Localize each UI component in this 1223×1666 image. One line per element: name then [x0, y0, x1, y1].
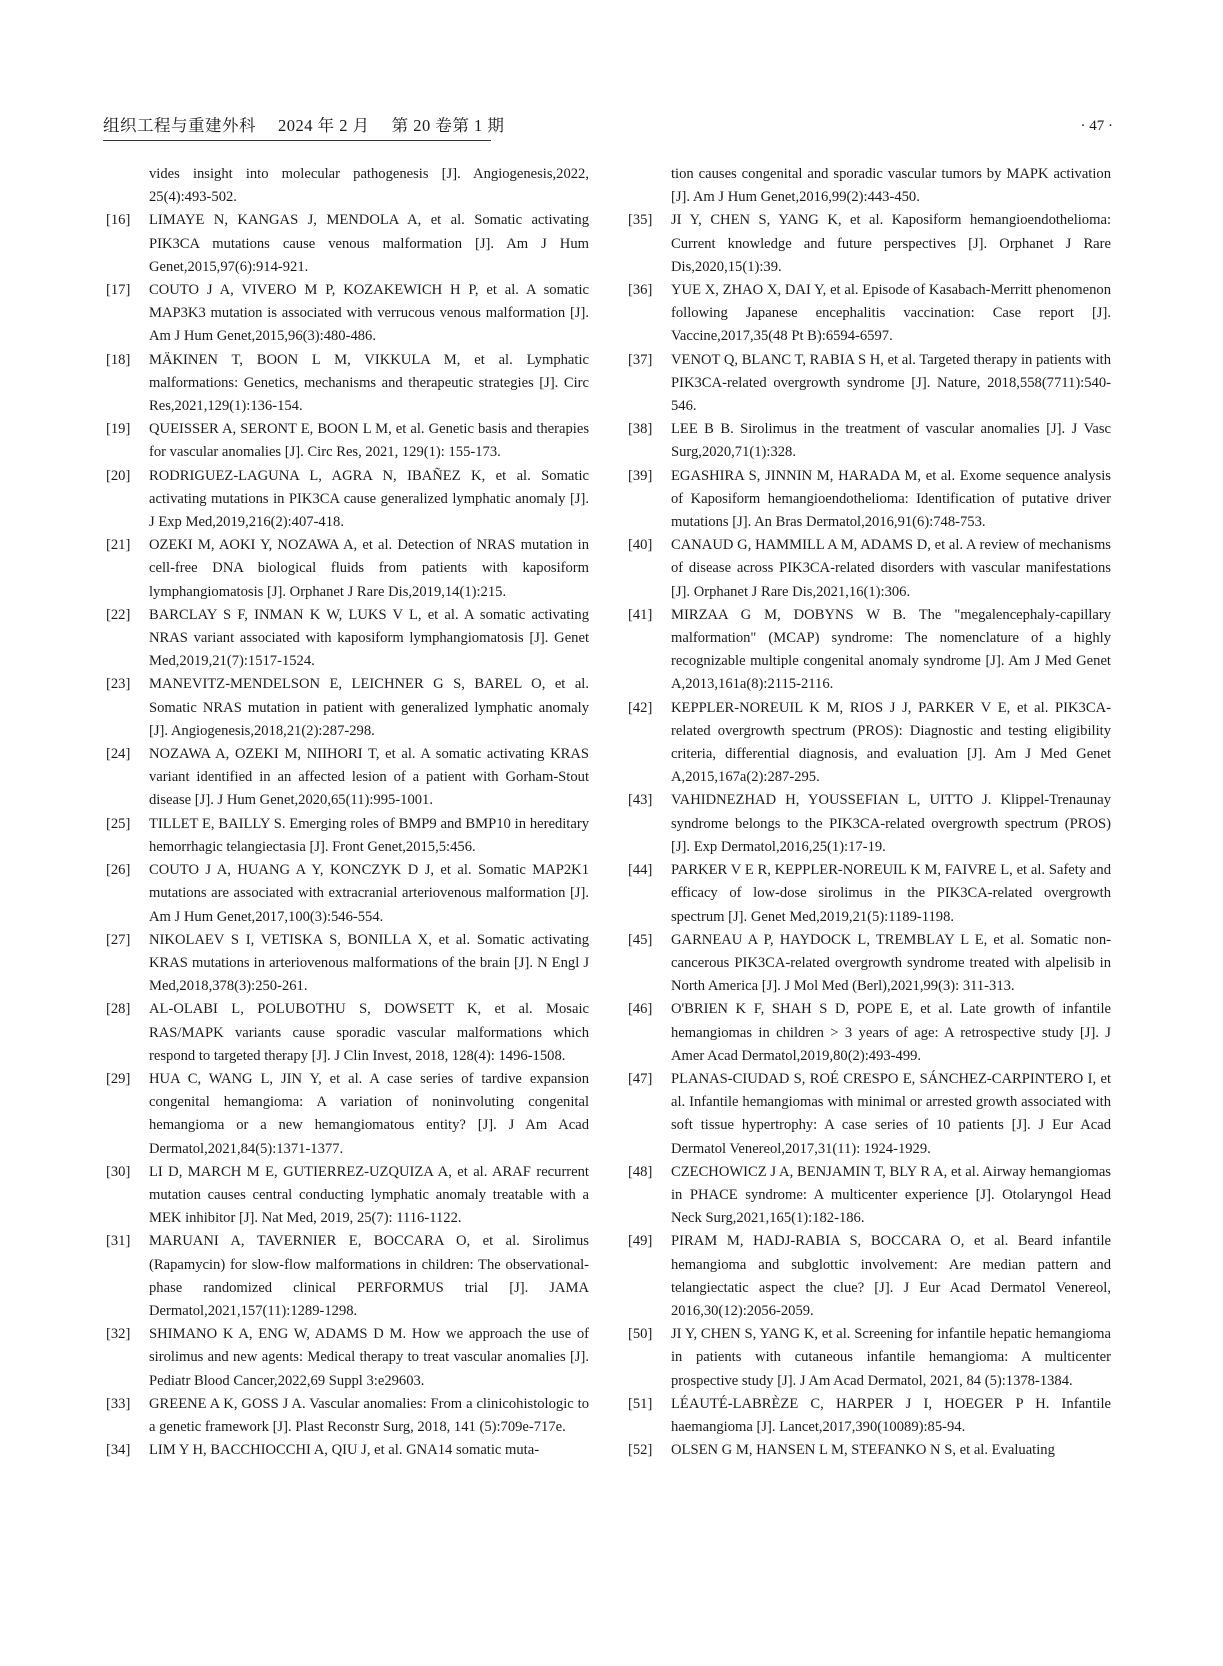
reference-entry [628, 998, 1111, 1068]
journal-info [103, 112, 526, 136]
reference-entry [106, 209, 589, 279]
reference-number: [47] [628, 1070, 653, 1087]
reference-text: VENOT Q, BLANC T, RABIA S H, et al. Targeted therapy in patients with PIK3CA-related overgrowth syndrome [J]. Nature, 2018,558(7711):540-546. [671, 351, 1111, 415]
reference-entry [628, 1161, 1111, 1231]
reference-number: [23] [106, 676, 131, 693]
reference-entry [106, 929, 589, 999]
reference-entry [628, 1068, 1111, 1161]
reference-number: [40] [628, 537, 653, 554]
reference-number: [33] [106, 1395, 131, 1412]
running-header [103, 112, 1113, 136]
reference-entry [106, 743, 589, 813]
reference-text: TILLET E, BAILLY S. Emerging roles of BMP9 and BMP10 in hereditary hemorrhagic telangiectasia [J]. Front Genet,2015,5:456. [149, 815, 589, 855]
reference-entry [628, 697, 1111, 790]
reference-entry [106, 1161, 589, 1231]
reference-number: [18] [106, 351, 131, 368]
reference-text: LIMAYE N, KANGAS J, MENDOLA A, et al. Somatic activating PIK3CA mutations cause venous malformation [J]. Am J Hum Genet,2015,97(6):914-921. [149, 212, 589, 275]
reference-text: LÉAUTÉ-LABRÈZE C, HARPER J I, HOEGER P H. Infantile haemangioma [J]. Lancet,2017,390(10089):85-94. [671, 1395, 1111, 1435]
reference-text: AL-OLABI L, POLUBOTHU S, DOWSETT K, et al. Mosaic RAS/MAPK variants cause sporadic vascular malformations which respond to targeted therapy [J]. J Clin Invest, 2018, 128(4): 1496-1508. [149, 1001, 589, 1064]
reference-entry [106, 349, 589, 419]
reference-text: LEE B B. Sirolimus in the treatment of vascular anomalies [J]. J Vasc Surg,2020,71(1):328. [671, 421, 1111, 461]
reference-text: QUEISSER A, SERONT E, BOON L M, et al. Genetic basis and therapies for vascular anomalies [J]. Circ Res, 2021, 129(1): 155-173. [149, 421, 589, 461]
reference-number: [52] [628, 1442, 653, 1459]
reference-entry [628, 1393, 1111, 1439]
reference-entry [628, 534, 1111, 604]
reference-entry [628, 1323, 1111, 1393]
reference-entry [106, 813, 589, 859]
reference-text: vides insight into molecular pathogenesis [J]. Angiogenesis,2022, 25(4):493-502. [149, 166, 589, 206]
reference-number: [49] [628, 1233, 653, 1250]
reference-number: [31] [106, 1233, 131, 1250]
reference-text: COUTO J A, HUANG A Y, KONCZYK D J, et al. Somatic MAP2K1 mutations are associated with extracranial arteriovenous malformation [J]. Am J Hum Genet,2017,100(3):546-554. [149, 862, 589, 925]
reference-number: [35] [628, 212, 653, 229]
reference-text: OZEKI M, AOKI Y, NOZAWA A, et al. Detection of NRAS mutation in cell-free DNA biological fluids from patients with kaposiform lymphangiomatosis [J]. Orphanet J Rare Dis,2019,14(1):215. [149, 537, 589, 600]
reference-text: COUTO J A, VIVERO M P, KOZAKEWICH H P, et al. A somatic MAP3K3 mutation is associated with verrucous venous malformation [J]. Am J Hum Genet,2015,96(3):480-486. [149, 282, 589, 345]
reference-text: JI Y, CHEN S, YANG K, et al. Kaposiform hemangioendothelioma: Current knowledge and future perspectives [J]. Orphanet J Rare Dis,2020,15(1):39. [671, 212, 1111, 275]
reference-entry [106, 534, 589, 604]
reference-text: GREENE A K, GOSS J A. Vascular anomalies: From a clinicohistologic to a genetic framework [J]. Plast Reconstr Surg, 2018, 141 (5):709e-717e. [149, 1395, 589, 1435]
reference-number: [22] [106, 606, 131, 623]
reference-number: [26] [106, 862, 131, 879]
reference-text: RODRIGUEZ-LAGUNA L, AGRA N, IBAÑEZ K, et al. Somatic activating mutations in PIK3CA cause generalized lymphatic anomaly [J]. J Exp Med,2019,216(2):407-418. [149, 467, 589, 531]
reference-number: [19] [106, 421, 131, 438]
reference-entry [106, 1393, 589, 1439]
reference-number: [30] [106, 1163, 131, 1180]
reference-number: [34] [106, 1442, 131, 1459]
reference-entry [106, 604, 589, 674]
reference-entry [628, 859, 1111, 929]
reference-number: [24] [106, 746, 131, 763]
reference-text: CZECHOWICZ J A, BENJAMIN T, BLY R A, et al. Airway hemangiomas in PHACE syndrome: A multicenter experience [J]. Otolaryngol Head Neck Surg,2021,165(1):182-186. [671, 1163, 1111, 1227]
reference-number: [27] [106, 931, 131, 948]
reference-number: [42] [628, 699, 653, 716]
reference-text: tion causes congenital and sporadic vascular tumors by MAPK activation [J]. Am J Hum Genet,2016,99(2):443-450. [671, 166, 1111, 206]
reference-text: CANAUD G, HAMMILL A M, ADAMS D, et al. A review of mechanisms of disease across PIK3CA-related disorders with vascular manifestations [J]. Orphanet J Rare Dis,2021,16(1):306. [671, 537, 1111, 600]
reference-text: MIRZAA G M, DOBYNS W B. The "megalencephaly-capillary malformation" (MCAP) syndrome: The nomenclature of a highly recognizable multiple congenital anomaly syndrome [J]. Am J Med Genet A,2013,161a(8):2115-2116. [671, 606, 1111, 693]
reference-text: LI D, MARCH M E, GUTIERREZ-UZQUIZA A, et al. ARAF recurrent mutation causes central conducting lymphatic anomaly treatable with a MEK inhibitor [J]. Nat Med, 2019, 25(7): 1116-1122. [149, 1163, 589, 1227]
reference-text: PARKER V E R, KEPPLER-NOREUIL K M, FAIVRE L, et al. Safety and efficacy of low-dose sirolimus in the PIK3CA-related overgrowth spectrum [J]. Genet Med,2019,21(5):1189-1198. [671, 862, 1111, 925]
reference-text: NIKOLAEV S I, VETISKA S, BONILLA X, et al. Somatic activating KRAS mutations in arteriovenous malformations of the brain [J]. N Engl J Med,2018,378(3):250-261. [149, 931, 589, 995]
reference-number: [44] [628, 862, 653, 879]
reference-number: [43] [628, 792, 653, 809]
reference-entry [628, 349, 1111, 419]
reference-entry [106, 418, 589, 464]
reference-text: JI Y, CHEN S, YANG K, et al. Screening for infantile hepatic hemangioma in patients with cutaneous infantile hemangioma: A multicenter prospective study [J]. J Am Acad Dermatol, 2021, 84 (5):1378-1384. [671, 1326, 1111, 1389]
reference-number: [29] [106, 1070, 131, 1087]
reference-number: [50] [628, 1326, 653, 1343]
reference-text: YUE X, ZHAO X, DAI Y, et al. Episode of Kasabach-Merritt phenomenon following Japanese encephalitis vaccination: Case report [J]. Vaccine,2017,35(48 Pt B):6594-6597. [671, 282, 1111, 345]
reference-text: NOZAWA A, OZEKI M, NIIHORI T, et al. A somatic activating KRAS variant identified in an affected lesion of a patient with Gorham-Stout disease [J]. J Hum Genet,2020,65(11):995-1001. [149, 746, 589, 809]
reference-entry [106, 859, 589, 929]
reference-text: O'BRIEN K F, SHAH S D, POPE E, et al. Late growth of infantile hemangiomas in children > 3 years of age: A retrospective study [J]. J Amer Acad Dermatol,2019,80(2):493-499. [671, 1001, 1111, 1064]
volume-issue: 第 20 卷第 1 期 [391, 116, 505, 135]
reference-number: [28] [106, 1001, 131, 1018]
reference-column-right [628, 163, 1111, 1462]
reference-text: HUA C, WANG L, JIN Y, et al. A case series of tardive expansion congenital hemangioma: A variation of noninvoluting congenital hemangioma or a new hemangiomatous entity? [J]. J Am Acad Dermatol,2021,84(5):1371-1377. [149, 1070, 589, 1157]
reference-entry [106, 1439, 589, 1462]
reference-entry [628, 163, 1111, 209]
reference-entry [106, 279, 589, 349]
reference-text: MARUANI A, TAVERNIER E, BOCCARA O, et al. Sirolimus (Rapamycin) for slow-flow malformations in children: The observational-phase randomized clinical PERFORMUS trial [J]. JAMA Dermatol,2021,157(11):1289-1298. [149, 1233, 589, 1319]
page-number: · 47 · [1080, 118, 1113, 134]
reference-number: [45] [628, 931, 653, 948]
reference-text: SHIMANO K A, ENG W, ADAMS D M. How we approach the use of sirolimus and new agents: Medical therapy to treat vascular anomalies [J]. Pediatr Blood Cancer,2022,69 Suppl 3:e29603. [149, 1326, 589, 1389]
reference-entry [628, 1439, 1111, 1462]
reference-number: [46] [628, 1001, 653, 1018]
reference-entry [106, 1323, 589, 1393]
reference-entry [628, 929, 1111, 999]
reference-entry [106, 163, 589, 209]
reference-text: PLANAS-CIUDAD S, ROÉ CRESPO E, SÁNCHEZ-CARPINTERO I, et al. Infantile hemangiomas with minimal or arrested growth associated with soft tissue hypertrophy: A case series of 10 patients [J]. J Eur Acad Dermatol Venereol,2017,31(11): 1924-1929. [671, 1070, 1111, 1157]
reference-text: BARCLAY S F, INMAN K W, LUKS V L, et al. A somatic activating NRAS variant associated with kaposiform lymphangiomatosis [J]. Genet Med,2019,21(7):1517-1524. [149, 606, 589, 670]
journal-title: 组织工程与重建外科 [103, 116, 256, 135]
reference-entry [628, 279, 1111, 349]
reference-text: OLSEN G M, HANSEN L M, STEFANKO N S, et al. Evaluating [671, 1442, 1055, 1459]
reference-number: [36] [628, 282, 653, 299]
reference-entry [628, 465, 1111, 535]
reference-number: [21] [106, 537, 131, 554]
issue-date: 2024 年 2 月 [278, 116, 370, 135]
reference-text: LIM Y H, BACCHIOCCHI A, QIU J, et al. GNA14 somatic muta- [149, 1442, 540, 1459]
reference-text: MANEVITZ-MENDELSON E, LEICHNER G S, BAREL O, et al. Somatic NRAS mutation in patient with generalized lymphatic anomaly [J]. Angiogenesis,2018,21(2):287-298. [149, 676, 589, 739]
reference-entry [106, 1068, 589, 1161]
reference-entry [628, 1230, 1111, 1323]
reference-number: [37] [628, 351, 653, 368]
reference-text: GARNEAU A P, HAYDOCK L, TREMBLAY L E, et al. Somatic non-cancerous PIK3CA-related overgrowth syndrome treated with alpelisib in North America [J]. J Mol Med (Berl),2021,99(3): 311-313. [671, 931, 1111, 995]
reference-text: PIRAM M, HADJ-RABIA S, BOCCARA O, et al. Beard infantile hemangioma and subglottic involvement: Are median pattern and telangiectatic aspect the clue? [J]. J Eur Acad Dermatol Venereol, 2016,30(12):2056-2059. [671, 1233, 1111, 1319]
reference-number: [20] [106, 467, 131, 484]
header-rule [103, 140, 491, 141]
reference-number: [32] [106, 1326, 131, 1343]
reference-number: [16] [106, 212, 131, 229]
reference-entry [106, 465, 589, 535]
reference-number: [38] [628, 421, 653, 438]
reference-number: [48] [628, 1163, 653, 1180]
reference-entry [628, 209, 1111, 279]
reference-entry [106, 1230, 589, 1323]
reference-number: [51] [628, 1395, 653, 1412]
reference-number: [25] [106, 815, 131, 832]
reference-column-left [106, 163, 589, 1462]
reference-entry [628, 418, 1111, 464]
reference-entry [628, 604, 1111, 697]
reference-entry [106, 998, 589, 1068]
reference-number: [17] [106, 282, 131, 299]
reference-text: KEPPLER-NOREUIL K M, RIOS J J, PARKER V E, et al. PIK3CA-related overgrowth spectrum (PROS): Diagnostic and testing eligibility criteria, differential diagnosis, and evaluation [J]. Am J Med Genet A,2015,167a(2):287-295. [671, 699, 1111, 786]
reference-text: EGASHIRA S, JINNIN M, HARADA M, et al. Exome sequence analysis of Kaposiform hemangioendothelioma: Identification of putative driver mutations [J]. An Bras Dermatol,2016,91(6):748-753. [671, 467, 1111, 531]
reference-entry [628, 789, 1111, 859]
reference-text: VAHIDNEZHAD H, YOUSSEFIAN L, UITTO J. Klippel-Trenaunay syndrome belongs to the PIK3CA-related overgrowth spectrum (PROS) [J]. Exp Dermatol,2016,25(1):17-19. [671, 792, 1111, 855]
reference-number: [41] [628, 606, 653, 623]
reference-text: MÄKINEN T, BOON L M, VIKKULA M, et al. Lymphatic malformations: Genetics, mechanisms and therapeutic strategies [J]. Circ Res,2021,129(1):136-154. [149, 351, 589, 415]
reference-entry [106, 673, 589, 743]
reference-number: [39] [628, 467, 653, 484]
